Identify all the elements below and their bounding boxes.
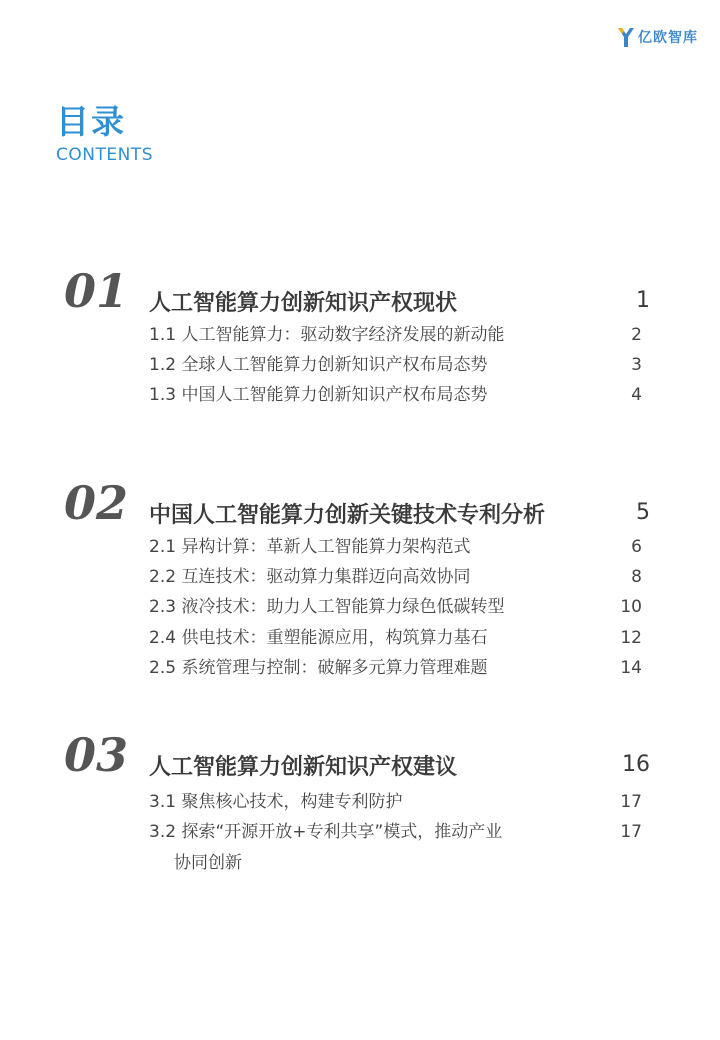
toc-item-page: 14 bbox=[620, 658, 642, 678]
section-title[interactable]: 中国人工智能算力创新关键技术专利分析 bbox=[149, 503, 546, 528]
section-title[interactable]: 人工智能算力创新知识产权建议 bbox=[149, 755, 458, 780]
toc-item-page: 17 bbox=[620, 792, 642, 812]
toc-item-page: 2 bbox=[631, 325, 642, 345]
toc-item[interactable] bbox=[149, 385, 669, 405]
toc-item[interactable] bbox=[149, 792, 669, 812]
section-number: 03 bbox=[64, 728, 129, 782]
toc-item-label: 2.3 液冷技术：助力人工智能算力绿色低碳转型 bbox=[149, 597, 505, 617]
toc-item-page: 6 bbox=[631, 537, 642, 557]
toc-item[interactable] bbox=[149, 597, 669, 617]
toc-item-continuation[interactable]: 协同创新 bbox=[174, 853, 242, 873]
section-title[interactable]: 人工智能算力创新知识产权现状 bbox=[149, 291, 458, 316]
toc-item-page: 10 bbox=[620, 597, 642, 617]
toc-item-page: 17 bbox=[620, 822, 642, 842]
toc-item[interactable] bbox=[149, 658, 669, 678]
toc-item-label: 2.1 异构计算：革新人工智能算力架构范式 bbox=[149, 537, 471, 557]
toc-item-label: 2.4 供电技术：重塑能源应用，构筑算力基石 bbox=[149, 628, 488, 648]
section-page-number: 16 bbox=[622, 752, 650, 777]
section-number: 02 bbox=[64, 476, 129, 530]
toc-item-page: 4 bbox=[631, 385, 642, 405]
toc-item-label: 3.1 聚焦核心技术，构建专利防护 bbox=[149, 792, 403, 812]
section-page-number: 1 bbox=[636, 288, 650, 313]
toc-item[interactable] bbox=[149, 325, 669, 345]
toc-item-label: 2.2 互连技术：驱动算力集群迈向高效协同 bbox=[149, 567, 471, 587]
toc-item[interactable] bbox=[149, 628, 669, 648]
toc-item[interactable] bbox=[149, 567, 669, 587]
toc-item-label: 3.2 探索“开源开放+专利共享”模式，推动产业 bbox=[149, 822, 503, 842]
page-subtitle: CONTENTS bbox=[56, 145, 153, 165]
toc-item-label: 1.1 人工智能算力：驱动数字经济发展的新动能 bbox=[149, 325, 505, 345]
toc-item[interactable] bbox=[149, 822, 669, 842]
page-title: 目录 bbox=[56, 102, 126, 141]
brand-logo bbox=[617, 26, 698, 48]
section-number: 01 bbox=[64, 264, 129, 318]
toc-item-label: 2.5 系统管理与控制：破解多元算力管理难题 bbox=[149, 658, 488, 678]
toc-item-page: 8 bbox=[631, 567, 642, 587]
toc-item-page: 3 bbox=[631, 355, 642, 375]
toc-item-label: 1.3 中国人工智能算力创新知识产权布局态势 bbox=[149, 385, 488, 405]
logo-text: 亿欧智库 bbox=[638, 30, 698, 46]
toc-item[interactable] bbox=[149, 355, 669, 375]
section-page-number: 5 bbox=[636, 500, 650, 525]
toc-item-label: 1.2 全球人工智能算力创新知识产权布局态势 bbox=[149, 355, 488, 375]
toc-item-page: 12 bbox=[620, 628, 642, 648]
logo-y-icon bbox=[617, 26, 635, 48]
toc-item[interactable] bbox=[149, 537, 669, 557]
